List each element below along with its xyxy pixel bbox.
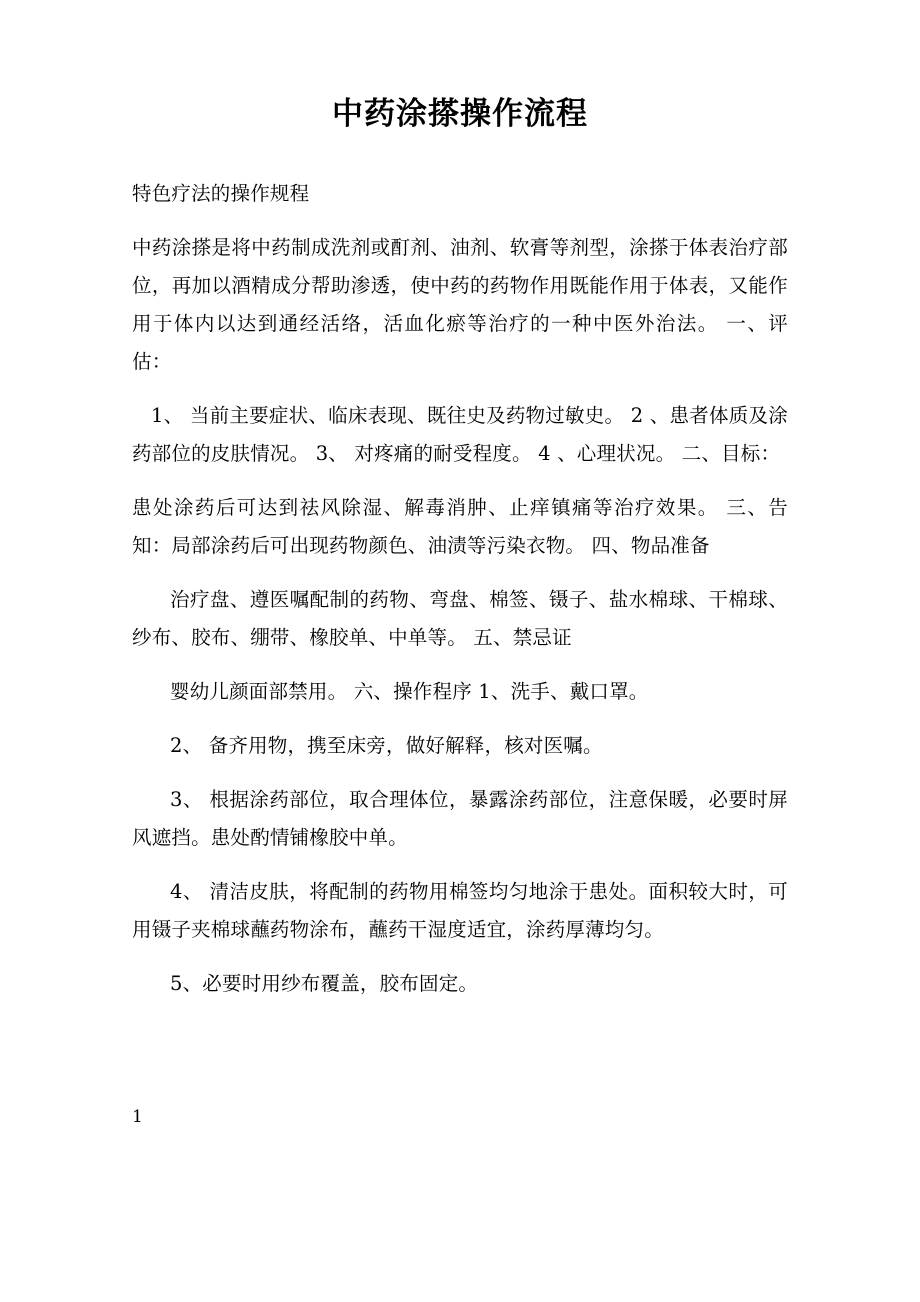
paragraph-step-2: 2、 备齐用物，携至床旁，做好解释，核对医嘱。 [170,734,603,758]
paragraph-assessment: 1、 当前主要症状、临床表现、既往史及药物过敏史。 2 、患者体质及涂药部位的皮肤情况。 3、 对疼痛的耐受程度。 4 、心理状况。 二、目标： [132,404,788,466]
paragraph-goal-inform: 患处涂药后可达到祛风除湿、解毒消肿、止痒镇痛等治疗效果。 三、告知：局部涂药后可出现药物颜色、油渍等污染衣物。 四、物品准备 [132,496,788,558]
page-title: 中药涂搽操作流程 [332,96,588,132]
paragraph-definition: 中药涂搽是将中药制成洗剂或酊剂、油剂、软膏等剂型，涂搽于体表治疗部位，再加以酒精成分帮助渗透，使中药的药物作用既能作用于体表，又能作用于体内以达到通经活络，活血化瘀等治疗的一种中医外治法。 一、评估： [132,236,788,374]
paragraph-items: 治疗盘、遵医嘱配制的药物、弯盘、棉签、镊子、盐水棉球、干棉球、纱布、胶布、绷带、橡胶单、中单等。 五、禁忌证 [132,588,788,650]
paragraph-subtitle: 特色疗法的操作规程 [132,182,310,206]
paragraph-step-5: 5、必要时用纱布覆盖，胶布固定。 [170,972,479,996]
paragraph-contraindication: 婴幼儿颜面部禁用。 六、操作程序 1、洗手、戴口罩。 [170,680,649,704]
paragraph-step-4: 4、 清洁皮肤，将配制的药物用棉签均匀地涂于患处。面积较大时，可用镊子夹棉球蘸药物涂布，蘸药干湿度适宜，涂药厚薄均匀。 [132,880,788,942]
page-number: 1 [132,1107,143,1127]
paragraph-step-3: 3、 根据涂药部位，取合理体位，暴露涂药部位，注意保暖，必要时屏风遮挡。患处酌情铺橡胶中单。 [132,788,788,850]
